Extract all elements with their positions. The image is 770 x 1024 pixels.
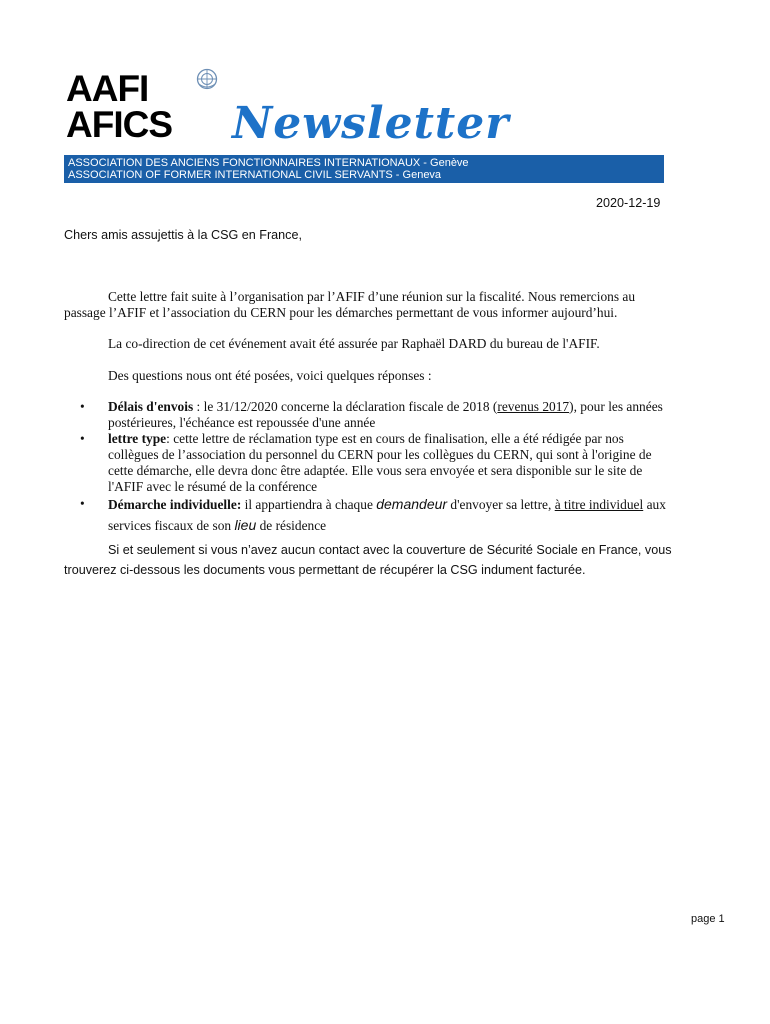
page-number: page 1 [691, 913, 725, 925]
bullet-3-bold: Démarche individuelle: [108, 497, 242, 512]
bullet-3-line-2-a: services fiscaux de son [108, 518, 235, 533]
bullet-1-text: : le 31/12/2020 concerne la déclaration fiscale de 2018 ( [193, 399, 498, 414]
bullet-list [80, 399, 708, 534]
bullet-3-text-b: d'envoyer sa lettre, [447, 497, 555, 512]
list-item: • Délais d'envois : le 31/12/2020 concerne la déclaration fiscale de 2018 (revenus 2017), pour les années postérieures, l'échéance est repoussée d'une année [108, 399, 708, 431]
list-item: • lettre type: cette lettre de réclamation type est en cours de finalisation, elle a été rédigée par nos collègues de l’association du personnel du CERN pour les collègues du CERN, qui sont à l'origine de cette démarche, elle devra donc être adaptée. Elle vous sera envoyée et sera disponible sur le site de l'AFIF avec le résumé de la conférence [108, 431, 708, 495]
banner-line-fr: ASSOCIATION DES ANCIENS FONCTIONNAIRES INTERNATIONAUX - Genève [68, 157, 469, 169]
bullet-2-bold: lettre type [108, 431, 167, 446]
revenus-2017-link[interactable]: revenus 2017 [497, 399, 570, 414]
un-emblem-icon [196, 68, 218, 90]
paragraph-1-line-2: passage l’AFIF et l’association du CERN pour les démarches permettant de vous informer aujourd’hui. [64, 305, 618, 320]
paragraph-2: La co-direction de cet événement avait été assurée par Raphaël DARD du bureau de l'AFIF. [108, 336, 600, 351]
bullet-3-text-c: aux [643, 497, 666, 512]
bullet-2-line-3: cette démarche, elle devra donc être adaptée. Elle vous sera envoyée et sera disponible sur le site de [108, 463, 643, 478]
bullet-2-line-4: l'AFIF avec le résumé de la conférence [108, 479, 318, 494]
paragraph-4-line-2: trouverez ci-dessous les documents vous permettant de récupérer la CSG indument facturée. [64, 563, 586, 577]
list-item: • Démarche individuelle: il appartiendra à chaque demandeur d'envoyer sa lettre, à titre individuel aux services fiscaux de son lieu de résidence [108, 496, 708, 534]
letter-date: 2020-12-19 [596, 196, 661, 210]
association-banner [64, 155, 664, 183]
bullet-3-italic-demandeur: demandeur [376, 496, 448, 512]
paragraph-3: Des questions nous ont été posées, voici quelques réponses : [108, 368, 432, 383]
bullet-1-bold: Délais d'envois [108, 399, 194, 414]
bullet-3-italic-lieu: lieu [234, 517, 257, 533]
banner-line-en: ASSOCIATION OF FORMER INTERNATIONAL CIVIL SERVANTS - Geneva [68, 169, 442, 181]
newsletter-title: Newsletter [232, 98, 510, 149]
bullet-1-line-2: postérieures, l'échéance est repoussée d'une année [108, 415, 376, 430]
logo-aafi: AAFI [66, 68, 149, 109]
paragraph-1-line-1: Cette lettre fait suite à l’organisation par l’AFIF d’une réunion sur la fiscalité. Nous remercions au [108, 289, 636, 304]
bullet-2-text: : cette lettre de réclamation type est en cours de finalisation, elle a été rédigée par nos [166, 431, 624, 446]
paragraph-4-line-1: Si et seulement si vous n’avez aucun contact avec la couverture de Sécurité Sociale en France, vous [108, 543, 672, 557]
bullet-2-line-2: collègues de l’association du personnel du CERN pour les collègues du CERN, qui sont à l'origine de [108, 447, 652, 462]
bullet-3-text: il appartiendra à chaque [241, 497, 377, 512]
bullet-1-text-b: ), pour les années [569, 399, 663, 414]
greeting: Chers amis assujettis à la CSG en France, [64, 228, 302, 242]
titre-individuel-link[interactable]: à titre individuel [554, 497, 644, 512]
bullet-3-line-2 [108, 517, 708, 534]
bullet-3-line-2-b: de résidence [256, 518, 327, 533]
logo-afics: AFICS [66, 104, 172, 145]
